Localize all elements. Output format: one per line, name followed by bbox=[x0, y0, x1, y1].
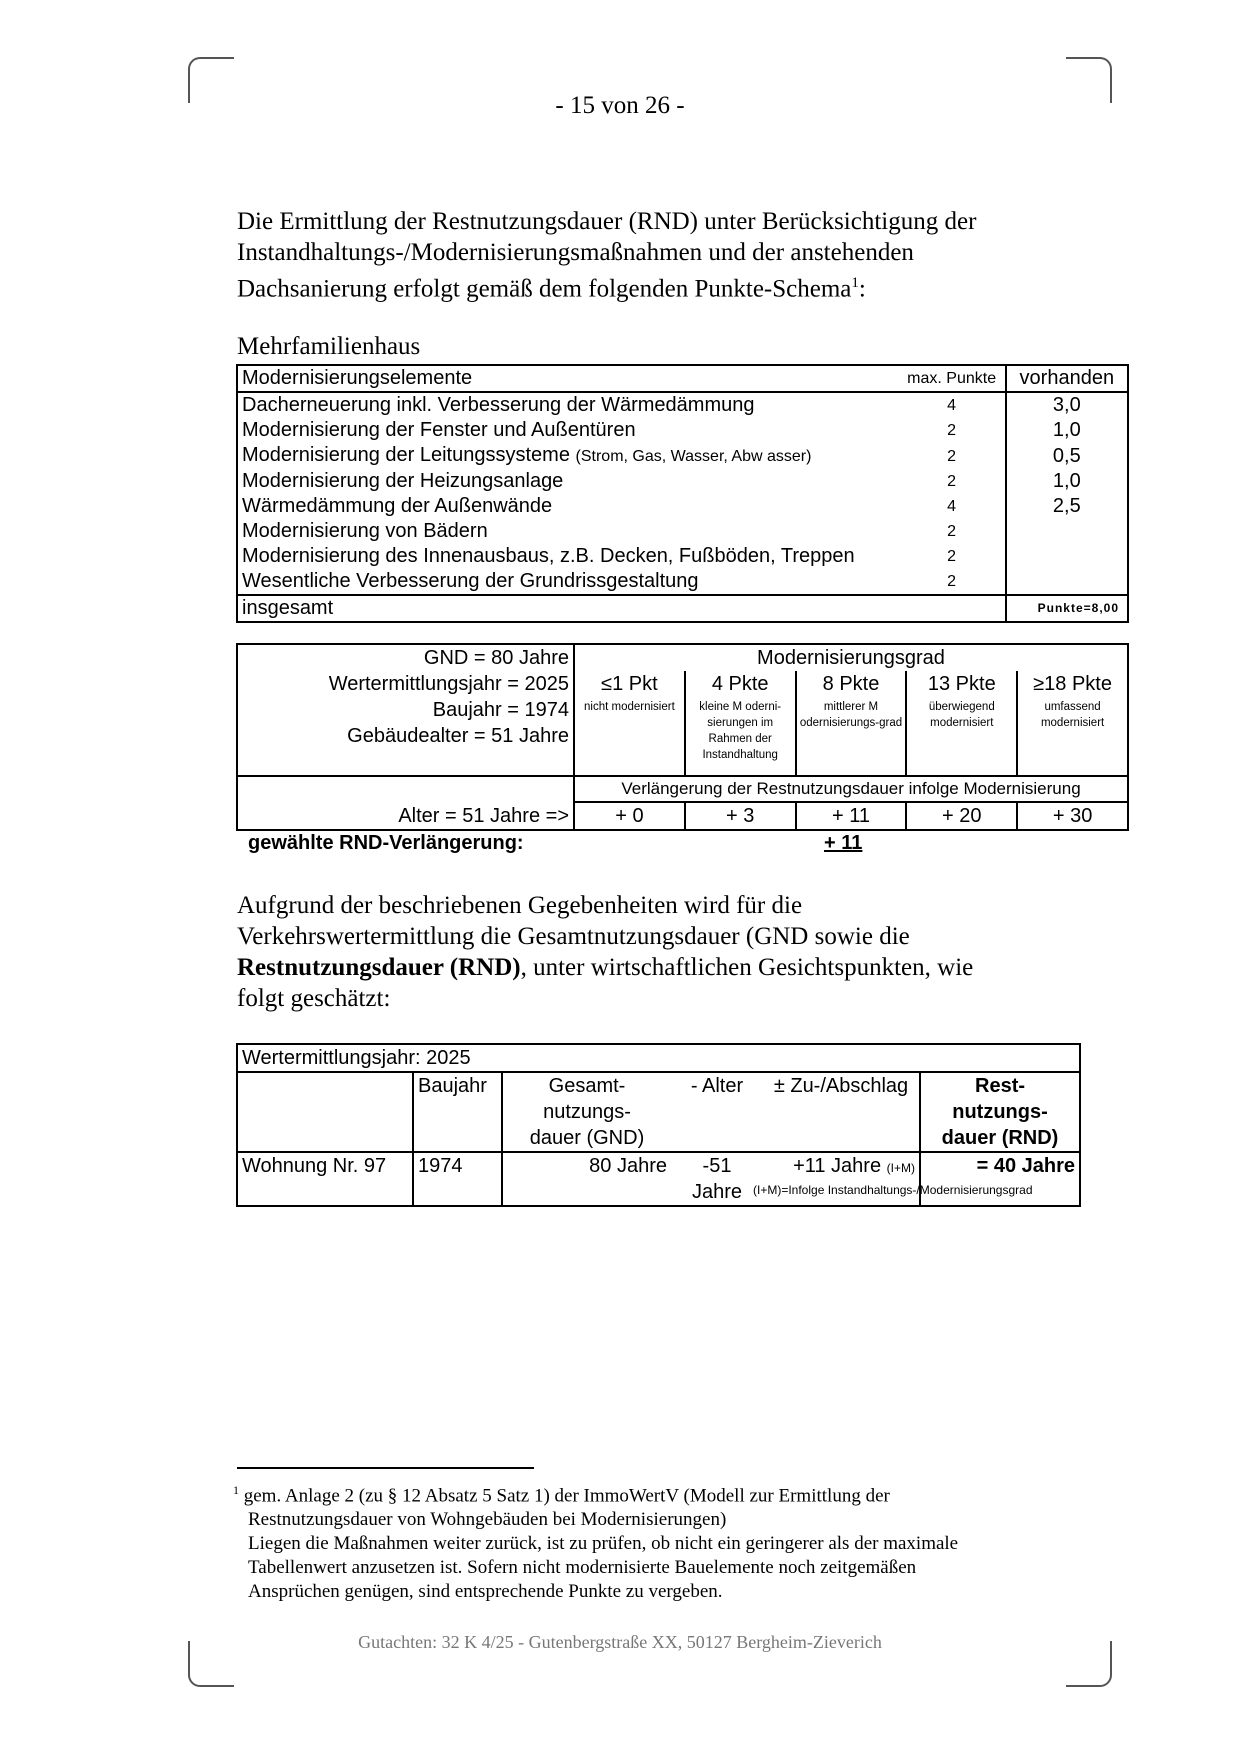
footnote-number: 1 bbox=[233, 1483, 239, 1497]
table-row bbox=[237, 544, 1128, 569]
row-gnd: 80 Jahre bbox=[502, 1152, 671, 1206]
info-building-age: Gebäudealter = 51 Jahre bbox=[347, 725, 569, 747]
age-label: Alter = 51 Jahre => bbox=[237, 776, 574, 830]
grade-points: 13 Pkte bbox=[927, 673, 996, 695]
conclusion-line-4: folgt geschätzt: bbox=[237, 985, 391, 1012]
grade-col bbox=[1017, 671, 1128, 776]
row-max: 4 bbox=[947, 397, 957, 414]
table-row bbox=[237, 1152, 1080, 1206]
info-gnd: GND = 80 Jahre bbox=[423, 647, 569, 669]
footnote-line-1: gem. Anlage 2 (zu § 12 Absatz 5 Satz 1) der ImmoWertV (Modell zur Ermittlung der bbox=[243, 1485, 890, 1507]
table-row bbox=[237, 392, 1128, 418]
conclusion-line-2: Verkehrswertermittlung die Gesamtnutzungsdauer (GND sowie die bbox=[237, 923, 910, 950]
grade-desc: mittlerer M odernisierungs-grad bbox=[799, 701, 903, 729]
table-header-row bbox=[237, 365, 1128, 392]
total-label: insgesamt bbox=[237, 595, 899, 622]
footnote bbox=[233, 1478, 1053, 1604]
row-element: Wärmedämmung der Außenwände bbox=[242, 495, 553, 517]
row-alter: -51 Jahre bbox=[671, 1152, 763, 1206]
row-max: 2 bbox=[947, 573, 957, 590]
page-footer: Gutachten: 32 K 4/25 - Gutenbergstraße XX, 50127 Bergheim-Zieverich bbox=[358, 1632, 882, 1652]
extension-value: + 30 bbox=[1017, 802, 1128, 830]
modernization-grade-table bbox=[236, 643, 1129, 831]
row-present bbox=[1006, 519, 1128, 544]
row-present bbox=[1006, 544, 1128, 569]
extension-value: + 3 bbox=[685, 802, 796, 830]
header-rnd-l2: nutzungs- bbox=[952, 1101, 1048, 1123]
table-total-row bbox=[237, 595, 1128, 622]
conclusion-paragraph bbox=[237, 890, 1057, 1014]
row-present: 2,5 bbox=[1006, 494, 1128, 519]
grade-col bbox=[574, 671, 685, 776]
header-empty bbox=[237, 1072, 413, 1152]
intro-paragraph bbox=[237, 206, 1057, 304]
header-gnd-l3: dauer (GND) bbox=[529, 1127, 645, 1149]
total-points: Punkte=8,00 bbox=[1006, 595, 1128, 622]
row-present: 1,0 bbox=[1006, 418, 1128, 443]
row-element: Modernisierung der Heizungsanlage bbox=[242, 470, 564, 492]
row-element: Modernisierung von Bädern bbox=[242, 520, 488, 542]
extension-value: + 11 bbox=[796, 802, 907, 830]
row-max: 2 bbox=[947, 422, 957, 439]
grade-col bbox=[906, 671, 1017, 776]
header-elements: Modernisierungselemente bbox=[237, 365, 899, 392]
info-valuation-year: Wertermittlungsjahr = 2025 bbox=[328, 673, 569, 695]
row-element-extra: (Strom, Gas, Wasser, Abw asser) bbox=[575, 448, 812, 465]
im-note: (I+M)=Infolge Instandhaltungs-/Modernisierungsgrad bbox=[753, 1183, 1033, 1197]
footnote-ref[interactable]: 1 bbox=[851, 275, 859, 291]
intro-line-2: Instandhaltungs-/Modernisierungsmaßnahmen und der anstehenden bbox=[237, 239, 914, 266]
grade-points: 8 Pkte bbox=[822, 673, 880, 695]
row-present bbox=[1006, 569, 1128, 595]
table-row bbox=[237, 519, 1128, 544]
conclusion-line-1: Aufgrund der beschriebenen Gegebenheiten wird für die bbox=[237, 892, 803, 919]
grade-points: 4 Pkte bbox=[711, 673, 769, 695]
grade-header-row bbox=[237, 644, 1128, 671]
header-present: vorhanden bbox=[1006, 365, 1128, 392]
row-max: 2 bbox=[947, 548, 957, 565]
table-row bbox=[237, 418, 1128, 443]
row-element: Modernisierung des Innenausbaus, z.B. Decken, Fußböden, Treppen bbox=[242, 545, 855, 567]
header-rnd-l3: dauer (RND) bbox=[941, 1127, 1059, 1149]
header-rnd-l1: Rest- bbox=[975, 1075, 1026, 1097]
header-zu-abschlag: ± Zu-/Abschlag bbox=[773, 1075, 909, 1097]
grade-desc: nicht modernisiert bbox=[584, 701, 675, 713]
grade-col bbox=[685, 671, 796, 776]
row-max: 4 bbox=[947, 498, 957, 515]
row-element: Modernisierung der Fenster und Außentüren bbox=[242, 419, 636, 441]
extension-value: + 20 bbox=[906, 802, 1017, 830]
row-element: Modernisierung der Leitungssysteme bbox=[242, 444, 570, 466]
row-zu-note: (I+M) bbox=[886, 1161, 915, 1175]
header-rnd bbox=[920, 1072, 1080, 1152]
row-max: 2 bbox=[947, 523, 957, 540]
row-present: 3,0 bbox=[1006, 392, 1128, 418]
row-baujahr: 1974 bbox=[413, 1152, 502, 1206]
header-gnd-l2: nutzungs- bbox=[543, 1101, 631, 1123]
intro-line-3-end: : bbox=[858, 275, 866, 303]
conclusion-bold: Restnutzungsdauer (RND) bbox=[237, 954, 521, 981]
row-rnd: = 40 Jahre bbox=[920, 1152, 1080, 1206]
footnote-line-5: Ansprüchen genügen, sind entsprechende Punkte zu vergeben. bbox=[248, 1581, 723, 1603]
valuation-year-label: Wertermittlungsjahr: 2025 bbox=[237, 1044, 1080, 1072]
grade-col bbox=[796, 671, 907, 776]
footnote-separator bbox=[237, 1467, 534, 1469]
total-empty bbox=[899, 595, 1006, 622]
section-title: Mehrfamilienhaus bbox=[237, 333, 421, 360]
table-row bbox=[237, 494, 1128, 519]
table-row bbox=[237, 469, 1128, 494]
row-present: 1,0 bbox=[1006, 469, 1128, 494]
extension-title-row bbox=[237, 776, 1128, 802]
header-alter: - Alter bbox=[690, 1075, 744, 1097]
footnote-line-4: Tabellenwert anzusetzen ist. Sofern nicht modernisierte Bauelemente noch zeitgemäßen bbox=[248, 1557, 917, 1579]
row-element: Wesentliche Verbesserung der Grundrissgestaltung bbox=[242, 570, 699, 592]
row-max: 2 bbox=[947, 473, 957, 490]
header-baujahr: Baujahr bbox=[413, 1072, 502, 1152]
grade-desc: kleine M oderni-sierungen im Rahmen der Instandhaltung bbox=[699, 701, 782, 761]
valuation-year-row bbox=[237, 1044, 1080, 1072]
building-info bbox=[237, 644, 574, 776]
header-gnd-l1: Gesamt- bbox=[548, 1075, 626, 1097]
table-row bbox=[237, 569, 1128, 595]
table-row bbox=[237, 443, 1128, 469]
row-present: 0,5 bbox=[1006, 443, 1128, 469]
conclusion-line-3: , unter wirtschaftlichen Gesichtspunkten, wie bbox=[520, 954, 974, 981]
header-max-points: max. Punkte bbox=[899, 365, 1006, 392]
chosen-extension-value: + 11 bbox=[824, 832, 863, 854]
grade-points: ≥18 Pkte bbox=[1033, 673, 1112, 695]
grade-desc: überwiegend modernisiert bbox=[928, 701, 995, 729]
grade-desc: umfassend modernisiert bbox=[1040, 701, 1105, 729]
extension-value: + 0 bbox=[574, 802, 685, 830]
modernization-points-table bbox=[236, 364, 1129, 623]
info-construction-year: Baujahr = 1974 bbox=[432, 699, 569, 721]
row-name: Wohnung Nr. 97 bbox=[237, 1152, 413, 1206]
row-max: 2 bbox=[947, 447, 957, 465]
extension-title: Verlängerung der Restnutzungsdauer infolge Modernisierung bbox=[574, 776, 1128, 802]
footnote-line-2: Restnutzungsdauer von Wohngebäuden bei Modernisierungen) bbox=[248, 1509, 727, 1531]
intro-line-1: Die Ermittlung der Restnutzungsdauer (RND) unter Berücksichtigung der bbox=[237, 208, 977, 235]
grade-title: Modernisierungsgrad bbox=[757, 647, 945, 669]
chosen-extension-label: gewählte RND-Verlängerung: bbox=[248, 832, 524, 854]
header-gnd bbox=[502, 1072, 671, 1152]
intro-line-3: Dachsanierung erfolgt gemäß dem folgenden Punkte-Schema bbox=[237, 275, 852, 303]
row-zu-cell bbox=[763, 1152, 920, 1206]
row-element-wrap bbox=[237, 443, 899, 469]
grade-points: ≤1 Pkt bbox=[601, 673, 658, 695]
footnote-line-3: Liegen die Maßnahmen weiter zurück, ist zu prüfen, ob nicht ein geringerer als der maximale bbox=[248, 1533, 959, 1555]
row-zu: +11 Jahre bbox=[793, 1155, 882, 1177]
rnd-header-row bbox=[237, 1072, 1080, 1152]
page-number: - 15 von 26 - bbox=[555, 92, 685, 119]
row-element: Dacherneuerung inkl. Verbesserung der Wärmedämmung bbox=[242, 394, 755, 416]
